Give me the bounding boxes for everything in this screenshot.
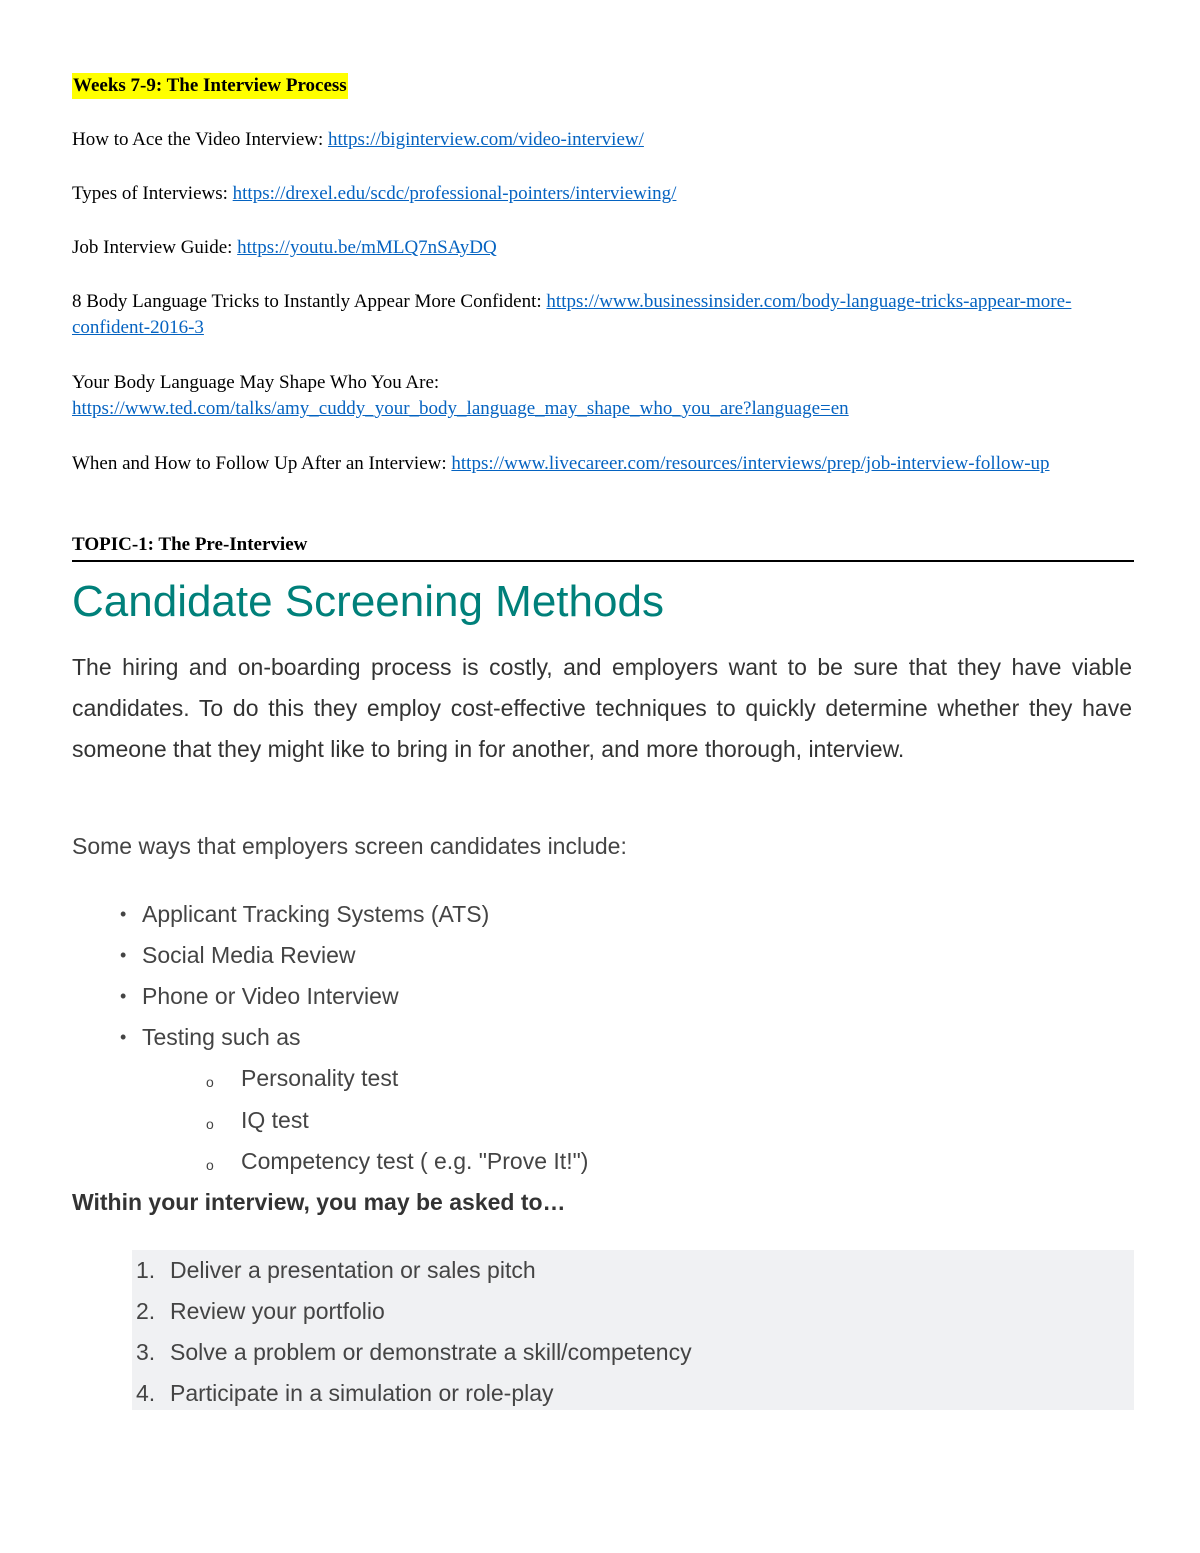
resource-follow-up: [72, 451, 1134, 477]
bullet-icon: •: [120, 945, 127, 965]
week-heading: Weeks 7-9: The Interview Process: [72, 73, 348, 99]
sub-list-item: o Competency test ( e.g. "Prove It!"): [72, 1141, 588, 1183]
resource-video-interview: [72, 127, 1134, 153]
circle-bullet-icon: o: [206, 1074, 214, 1090]
list-item: • Applicant Tracking Systems (ATS): [72, 894, 588, 935]
resource-body-language-tricks: [72, 289, 1134, 341]
link-body-language-tricks[interactable]: https://www.businessinsider.com/body-language-tricks-appear-more-confident-2016-3: [72, 291, 1072, 338]
screening-methods-list: [72, 894, 588, 1183]
list-item: • Social Media Review: [72, 935, 588, 976]
circle-bullet-icon: o: [206, 1157, 214, 1173]
resource-label: Types of Interviews:: [72, 183, 233, 204]
topic-heading: TOPIC-1: The Pre-Interview: [72, 532, 1134, 562]
bullet-icon: •: [120, 904, 127, 924]
resource-job-interview-guide: [72, 235, 1134, 261]
resource-types-of-interviews: [72, 181, 1134, 207]
list-item: 3. Solve a problem or demonstrate a skill/competency: [136, 1339, 692, 1365]
list-item: • Testing such as: [72, 1017, 588, 1058]
link-video-interview[interactable]: https://biginterview.com/video-interview/: [328, 129, 644, 150]
list-item: 4. Participate in a simulation or role-play: [136, 1380, 554, 1406]
intro-paragraph: The hiring and on-boarding process is costly, and employers want to be sure that they have viable candidates. To do this they employ cost-effective techniques to quickly determine whether they have someone that they might like to bring in for another, and more thorough, interview.: [72, 654, 1132, 762]
resource-label: 8 Body Language Tricks to Instantly Appear More Confident:: [72, 291, 547, 312]
resource-label: Your Body Language May Shape Who You Are:: [72, 372, 440, 393]
link-job-interview-guide[interactable]: https://youtu.be/mMLQ7nSAyDQ: [237, 237, 497, 258]
testing-types-list: [72, 1058, 588, 1183]
section-title: Candidate Screening Methods: [72, 577, 664, 626]
interview-tasks-list: [132, 1250, 692, 1414]
resource-label: When and How to Follow Up After an Interview:: [72, 453, 452, 474]
resource-body-language-ted: [72, 370, 1134, 422]
list-item: 2. Review your portfolio: [136, 1298, 385, 1324]
resource-label: Job Interview Guide:: [72, 237, 238, 258]
sub-list-item: o Personality test: [72, 1058, 588, 1100]
bullet-icon: •: [120, 1027, 127, 1047]
circle-bullet-icon: o: [206, 1115, 214, 1132]
asked-heading: Within your interview, you may be asked to…: [72, 1189, 566, 1215]
link-types-of-interviews[interactable]: https://drexel.edu/scdc/professional-pointers/interviewing/: [232, 183, 677, 204]
lead-sentence: Some ways that employers screen candidates include:: [72, 833, 627, 859]
sub-list-container: [72, 1058, 588, 1183]
sub-list-item: o IQ test: [72, 1100, 588, 1142]
link-follow-up[interactable]: https://www.livecareer.com/resources/interviews/prep/job-interview-follow-up: [451, 453, 1050, 474]
bullet-icon: •: [120, 986, 127, 1006]
list-item: • Phone or Video Interview: [72, 976, 588, 1017]
resource-label: How to Ace the Video Interview:: [72, 129, 328, 150]
link-body-language-ted[interactable]: https://www.ted.com/talks/amy_cuddy_your_body_language_may_shape_who_you_are?language=en: [72, 398, 849, 419]
list-item: 1. Deliver a presentation or sales pitch: [136, 1257, 536, 1283]
